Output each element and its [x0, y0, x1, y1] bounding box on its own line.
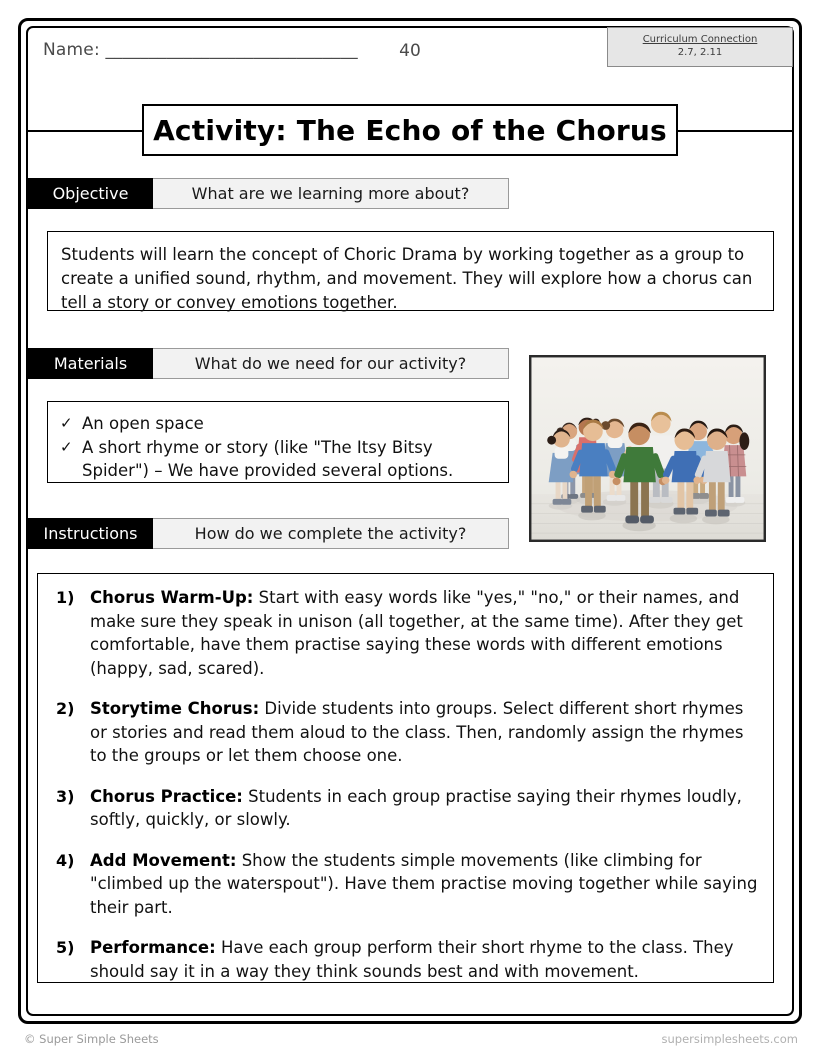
objective-box [47, 231, 774, 311]
step-text [90, 586, 759, 680]
name-field-label[interactable]: Name: _____________________________ [43, 40, 358, 60]
curriculum-connection-codes: 2.7, 2.11 [677, 47, 723, 58]
children-circle-illustration [531, 357, 764, 540]
material-label: A short rhyme or story (like "The Itsy Bitsy Spider") – We have provided several options. [82, 438, 454, 480]
materials-box [47, 401, 509, 483]
step-number: 1) [56, 588, 75, 607]
list-item [50, 697, 759, 768]
list-item [60, 412, 498, 435]
activity-title-band [28, 104, 792, 156]
instructions-question: How do we complete the activity? [153, 518, 509, 549]
page-title: Activity: The Echo of the Chorus [153, 113, 667, 147]
step-text [90, 849, 759, 920]
step-number: 3) [56, 786, 75, 806]
footer-copyright: © Super Simple Sheets [24, 1032, 159, 1046]
list-item [50, 849, 759, 920]
objective-section-header [28, 178, 509, 209]
step-number: 2) [56, 699, 75, 718]
materials-list [48, 402, 508, 482]
step-text [90, 697, 759, 768]
step-detail: Students in each group practise saying their rhymes loudly, softly, quickly, or slowly. [90, 786, 742, 829]
step-detail: Have each group perform their short rhyme to the class. They should say it in a way they think sounds best and with movement. [90, 938, 734, 981]
step-number: 4) [56, 850, 75, 870]
page-number: 40 [399, 41, 421, 61]
activity-title-box [142, 104, 678, 156]
step-lead: Storytime Chorus: [90, 699, 260, 718]
activity-illustration [529, 355, 766, 542]
materials-section-header [28, 348, 509, 379]
checkmark-icon: ✓ [60, 438, 73, 456]
checkmark-icon: ✓ [60, 414, 73, 432]
step-detail: Divide students into groups. Select different short rhymes or stories and read them aloud to the class. Then, randomly assign the rhymes to the groups or let them choose one. [90, 699, 744, 765]
materials-tab-label: Materials [28, 348, 153, 379]
curriculum-connection-title: Curriculum Connection [642, 34, 758, 45]
step-detail: Show the students simple movements (like climbing for "climbed up the waterspout"). Have them practise moving together while saying their part. [90, 850, 758, 917]
list-item [50, 785, 759, 832]
objective-question: What are we learning more about? [153, 178, 509, 209]
title-rule-left [28, 130, 146, 132]
objective-tab-label: Objective [28, 178, 153, 209]
list-item [60, 436, 498, 482]
curriculum-connection-badge [607, 27, 793, 67]
instructions-list [38, 574, 773, 983]
footer-website[interactable]: supersimplesheets.com [661, 1032, 798, 1046]
page-footer [18, 1032, 802, 1052]
instructions-tab-label: Instructions [28, 518, 153, 549]
title-rule-right [674, 130, 792, 132]
list-item [50, 936, 759, 983]
step-text [90, 785, 759, 832]
worksheet-header [28, 28, 792, 78]
step-lead: Add Movement: [90, 850, 237, 870]
step-lead: Performance: [90, 938, 216, 957]
step-number: 5) [56, 938, 75, 957]
step-detail: Start with easy words like "yes," "no," or their names, and make sure they speak in unison (all together, at the same time). After they get comfortable, have them practise saying these words with different emotions (happy, sad, scared). [90, 588, 743, 678]
list-item [50, 586, 759, 680]
material-label: An open space [82, 414, 204, 433]
materials-question: What do we need for our activity? [153, 348, 509, 379]
worksheet-content [28, 28, 792, 1014]
step-text [90, 936, 759, 983]
objective-text: Students will learn the concept of Choric Drama by working together as a group to create a unified sound, rhythm, and movement. They will explore how a chorus can tell a story or convey emotions together. [61, 245, 753, 312]
step-lead: Chorus Warm-Up: [90, 588, 254, 607]
instructions-box [37, 573, 774, 983]
step-lead: Chorus Practice: [90, 786, 243, 806]
instructions-section-header [28, 518, 509, 549]
